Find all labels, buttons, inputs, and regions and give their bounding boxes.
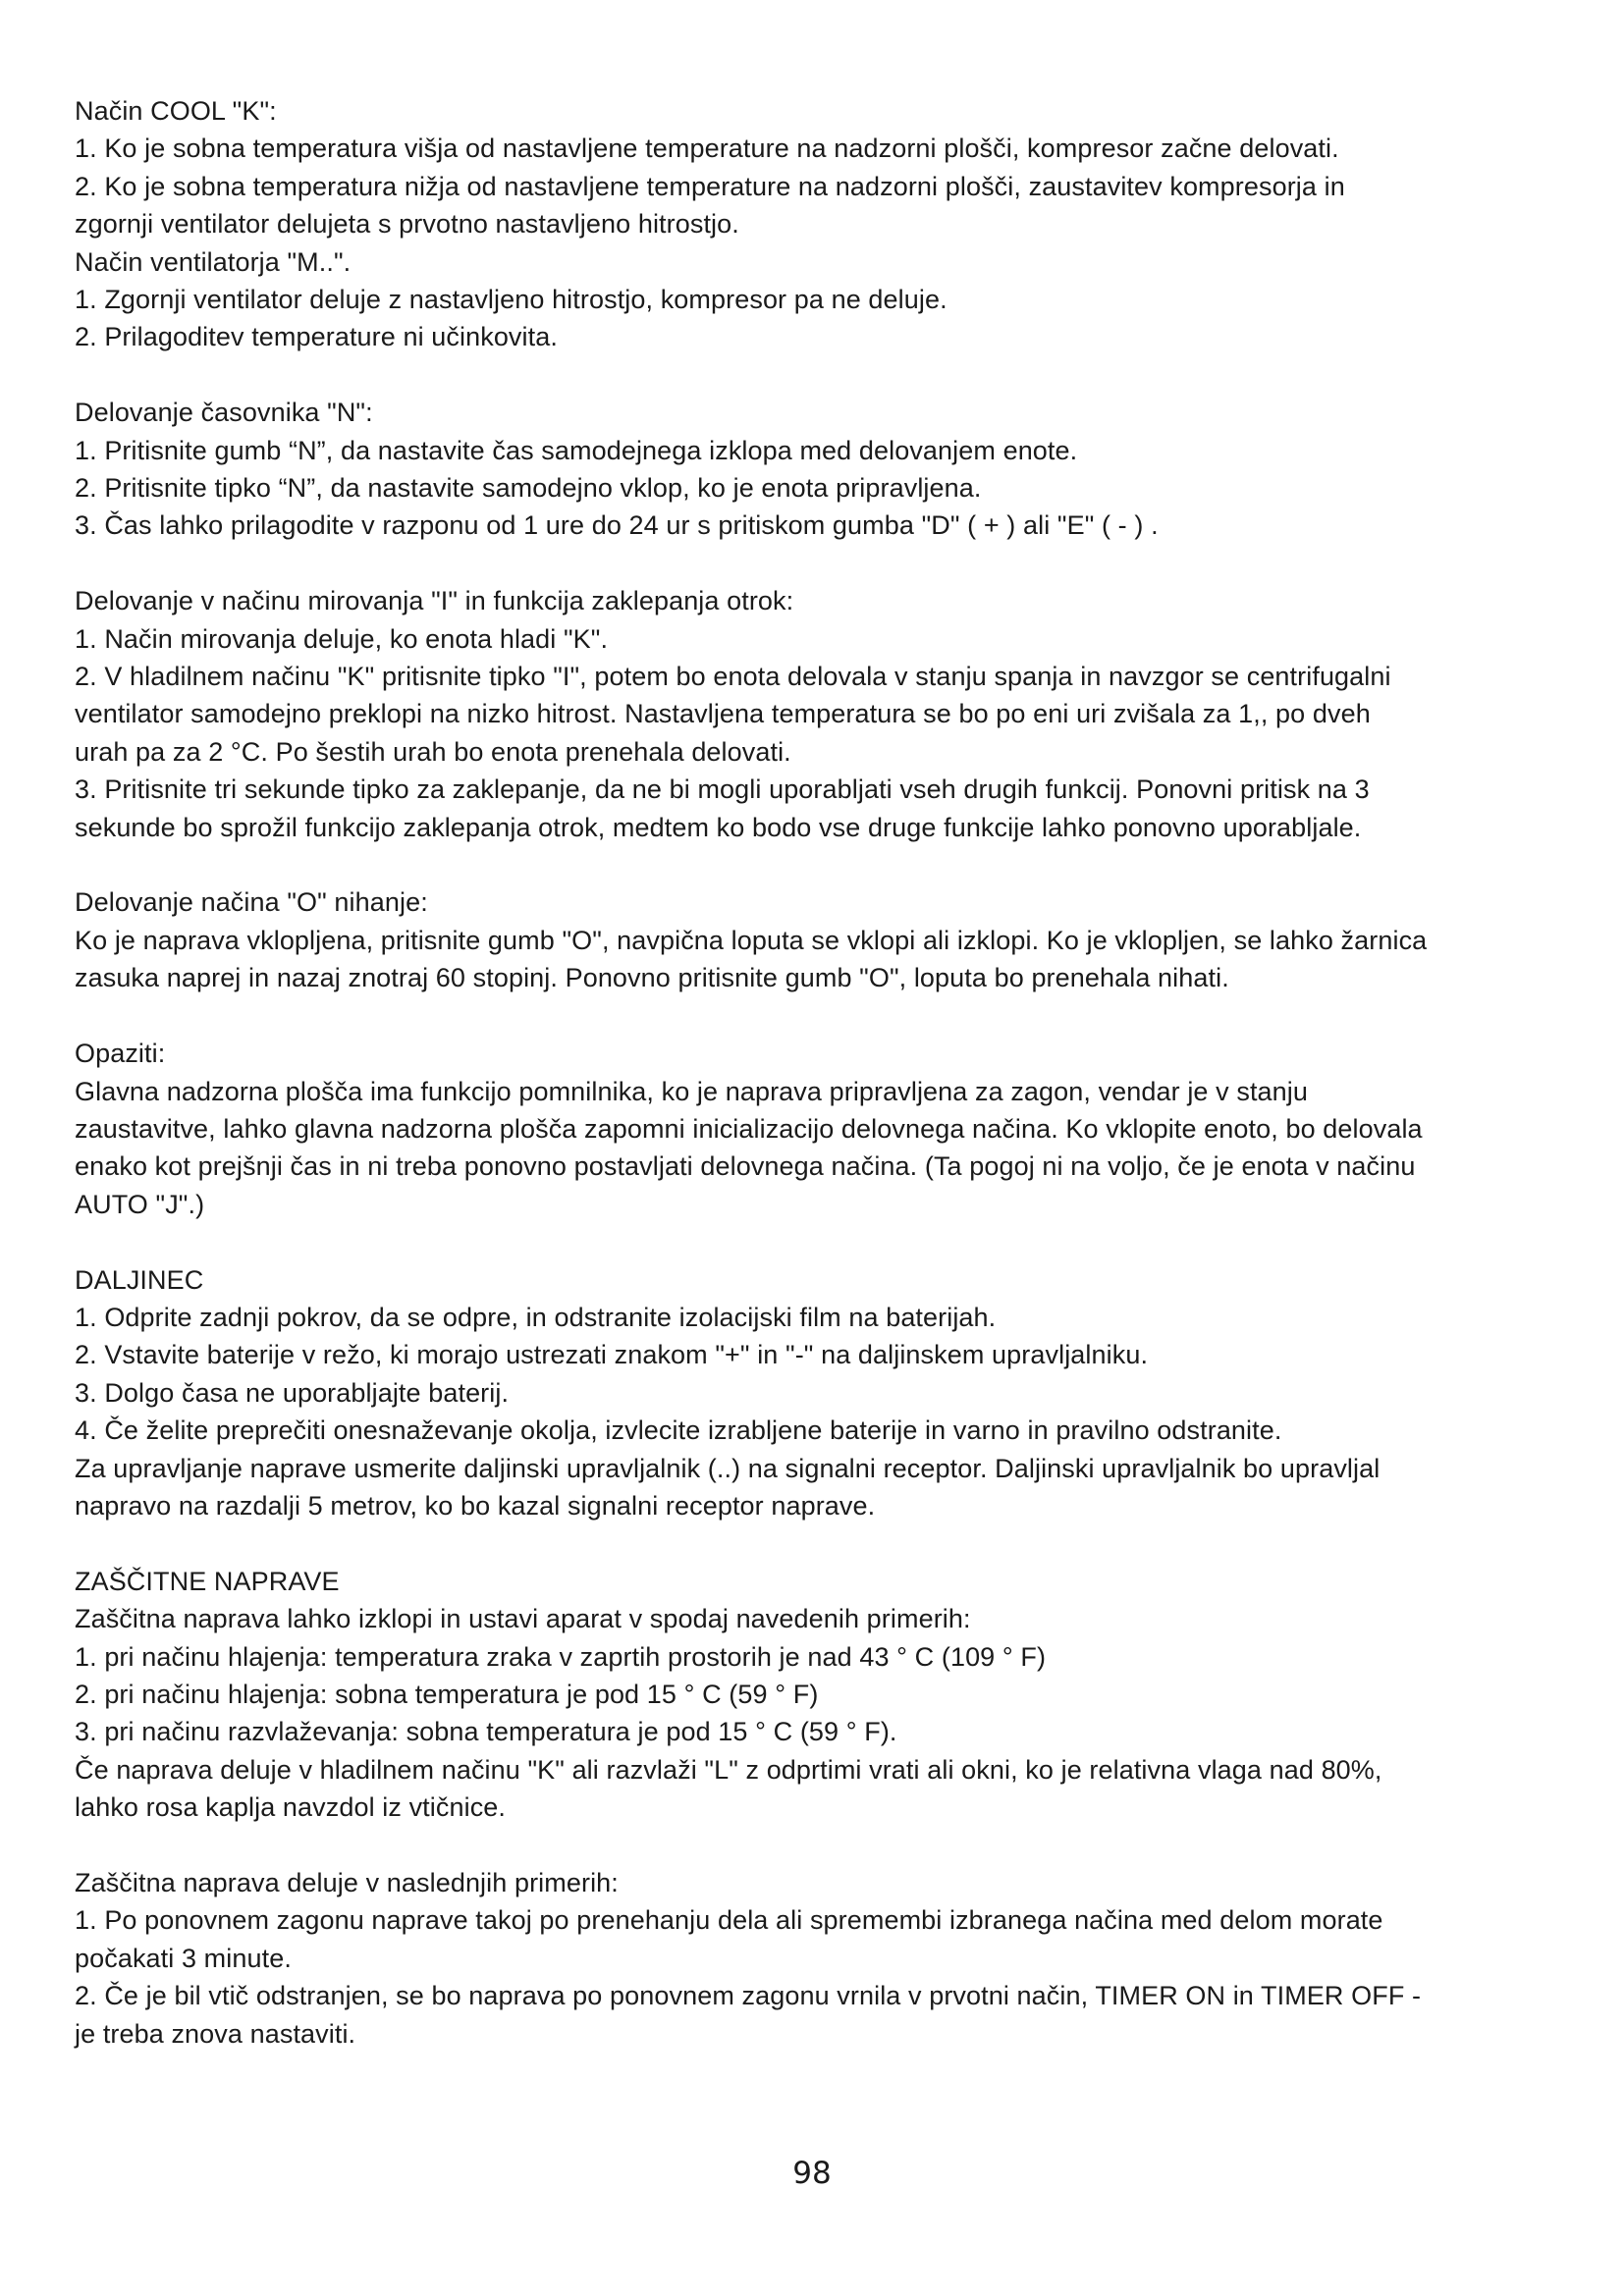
text-line: zasuka naprej in nazaj znotraj 60 stopinj. Ponovno pritisnite gumb "O", loputa bo prenehala nihati. [75,963,1229,993]
paragraph-gap [75,1827,1567,1864]
section-remote-control [75,1261,1567,1525]
heading-swing-mode: Delovanje načina "O" nihanje: [75,887,428,918]
text-line: počakati 3 minute. [75,1943,292,1973]
text-line: AUTO "J".) [75,1189,205,1219]
text-line: 4. Če želite preprečiti onesnaževanje okolja, izvlecite izrabljene baterije in varno in pravilno odstranite. [75,1415,1282,1446]
text-line: Za upravljanje naprave usmerite daljinski upravljalnik (..) na signalni receptor. Daljinski upravljalnik bo upravljal [75,1453,1380,1483]
heading-protection-cases: Zaščitna naprava deluje v naslednjih primerih: [75,1867,619,1897]
text-line: 3. Dolgo časa ne uporabljajte baterij. [75,1377,510,1408]
text-line: Zaščitna naprava lahko izklopi in ustavi aparat v spodaj navedenih primerih: [75,1604,971,1634]
paragraph-gap [75,356,1567,394]
section-swing [75,883,1567,996]
heading-cool-mode: Način COOL "K": [75,96,277,126]
paragraph-gap [75,1524,1567,1562]
text-line: 3. Pritisnite tri sekunde tipko za zaklepanje, da ne bi mogli uporabljati vseh drugih funkcij. Ponovni pritisk na 3 [75,774,1370,805]
text-line: 1. Način mirovanja deluje, ko enota hladi "K". [75,623,609,654]
heading-remote-control: DALJINEC [75,1264,204,1295]
text-line: Glavna nadzorna plošča ima funkcijo pomnilnika, ko je naprava pripravljena za zagon, vendar je v stanju [75,1076,1309,1106]
text-line: 2. Če je bil vtič odstranjen, se bo naprava po ponovnem zagonu vrnila v prvotni način, TIMER ON in TIMER OFF - [75,1981,1422,2011]
section-note [75,1035,1567,1223]
text-line: ventilator samodejno preklopi na nizko hitrost. Nastavljena temperatura se bo po eni uri zvišala za 1,, po dveh [75,699,1371,729]
text-line: 1. pri načinu hlajenja: temperatura zraka v zaprtih prostorih je nad 43 ° C (109 ° F) [75,1641,1047,1672]
text-line: urah pa za 2 °C. Po šestih urah bo enota prenehala delovati. [75,736,791,767]
text-line: napravo na razdalji 5 metrov, ko bo kazal signalni receptor naprave. [75,1490,876,1521]
page-number: 98 [792,2156,832,2191]
section-sleep-child-lock [75,582,1567,846]
text-line: zaustavitve, lahko glavna nadzorna plošča zapomni inicializacijo delovnega načina. Ko vklopite enoto, bo delovala [75,1113,1423,1144]
text-line: 2. Pritisnite tipko “N”, da nastavite samodejno vklop, ko je enota pripravljena. [75,473,982,504]
section-protection-devices [75,1563,1567,1827]
text-line: sekunde bo sprožil funkcijo zaklepanja otrok, medtem ko bodo vse druge funkcije lahko ponovno uporabljale. [75,812,1362,842]
text-line: 1. Po ponovnem zagonu naprave takoj po prenehanju dela ali spremembi izbranega načina med delom morate [75,1905,1383,1936]
section-timer [75,394,1567,545]
heading-protection-devices: ZAŠČITNE NAPRAVE [75,1566,340,1596]
paragraph-gap [75,1223,1567,1260]
heading-fan-mode: Način ventilatorja "M..". [75,246,352,277]
section-cool-fan-mode [75,92,1567,356]
heading-timer: Delovanje časovnika "N": [75,398,373,428]
text-line: zgornji ventilator delujeta s prvotno nastavljeno hitrostjo. [75,209,739,240]
paragraph-gap [75,846,1567,883]
text-line: 3. Čas lahko prilagodite v razponu od 1 ure do 24 ur s pritiskom gumba "D" ( + ) ali "E" ( - ) . [75,510,1159,541]
text-line: 1. Pritisnite gumb “N”, da nastavite čas samodejnega izklopa med delovanjem enote. [75,435,1078,465]
text-line: 1. Ko je sobna temperatura višja od nastavljene temperature na nadzorni plošči, kompresor začne delovati. [75,133,1339,164]
text-line: 2. Ko je sobna temperatura nižja od nastavljene temperature na nadzorni plošči, zaustavitev kompresorja in [75,171,1345,201]
paragraph-gap [75,545,1567,582]
text-line: 2. pri načinu hlajenja: sobna temperatura je pod 15 ° C (59 ° F) [75,1679,819,1709]
text-line: 2. Prilagoditev temperature ni učinkovita. [75,322,558,352]
section-protection-cases [75,1864,1567,2053]
text-line: 1. Odprite zadnji pokrov, da se odpre, in odstranite izolacijski film na baterijah. [75,1302,997,1332]
text-line: Ko je naprava vklopljena, pritisnite gumb "O", navpična loputa se vklopi ali izklopi. Ko je vklopljen, se lahko žarnica [75,925,1428,955]
text-line: 2. V hladilnem načinu "K" pritisnite tipko "I", potem bo enota delovala v stanju spanja in navzgor se centrifugalni [75,662,1391,692]
text-line: je treba znova nastaviti. [75,2018,356,2049]
text-line: 2. Vstavite baterije v režo, ki morajo ustrezati znakom "+" in "-" na daljinskem upravljalniku. [75,1340,1149,1370]
text-line: Če naprava deluje v hladilnem načinu "K" ali razvlaži "L" z odprtimi vrati ali okni, ko je relativna vlaga nad 80%, [75,1754,1382,1785]
paragraph-gap [75,997,1567,1035]
text-line: enako kot prejšnji čas in ni treba ponovno postavljati delovnega načina. (Ta pogoj ni na voljo, če je enota v načinu [75,1151,1416,1182]
heading-sleep-mode: Delovanje v načinu mirovanja "I" in funkcija zaklepanja otrok: [75,586,794,616]
text-line: 3. pri načinu razvlaževanja: sobna temperatura je pod 15 ° C (59 ° F). [75,1717,897,1747]
text-line: lahko rosa kaplja navzdol iz vtičnice. [75,1792,507,1823]
document-body [75,92,1567,2053]
heading-note: Opaziti: [75,1039,166,1069]
text-line: 1. Zgornji ventilator deluje z nastavljeno hitrostjo, kompresor pa ne deluje. [75,285,947,315]
